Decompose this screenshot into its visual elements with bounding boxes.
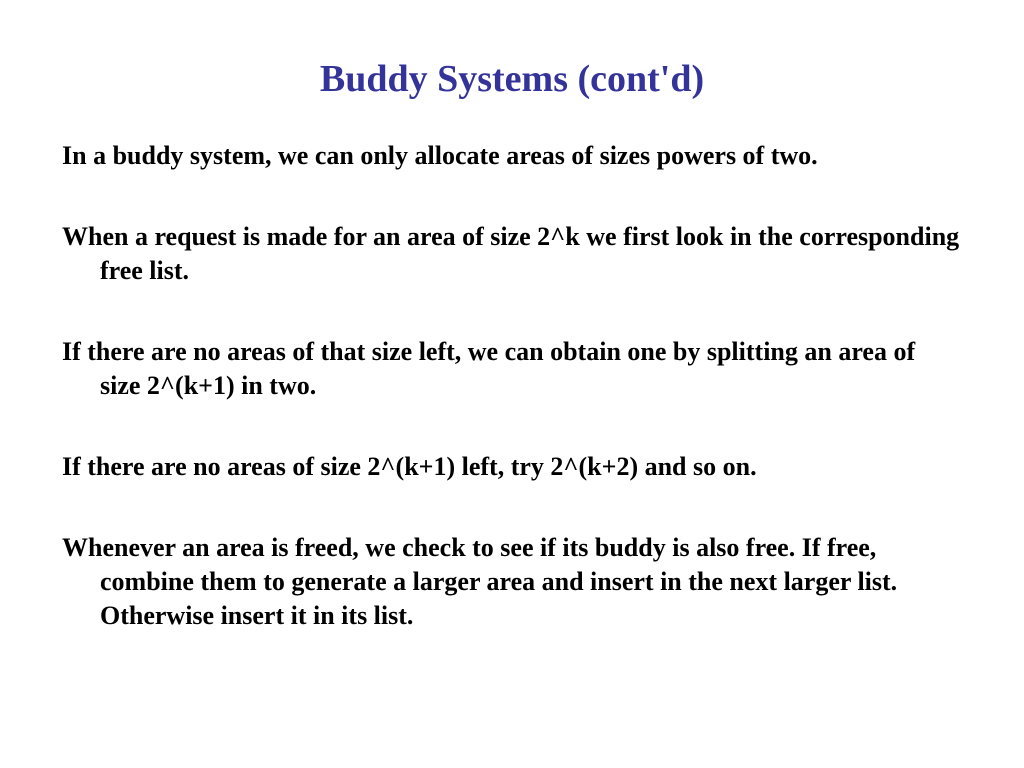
slide-body [62,139,962,633]
paragraph-larger-sizes: If there are no areas of size 2^(k+1) left, try 2^(k+2) and so on. [62,452,757,481]
paragraph-freeing-and-combining: Whenever an area is freed, we check to see if its buddy is also free. If free, combine them to generate a larger area and insert in the next larger list. Otherwise insert it in its list. [62,533,898,630]
paragraph-splitting: If there are no areas of that size left, we can obtain one by splitting an area of size 2^(k+1) in two. [62,337,916,400]
paragraph-power-of-two-sizes: In a buddy system, we can only allocate areas of sizes powers of two. [62,141,818,170]
slide-title: Buddy Systems (cont'd) [319,58,705,100]
paragraph-request-lookup: When a request is made for an area of size 2^k we first look in the corresponding free list. [62,222,960,285]
